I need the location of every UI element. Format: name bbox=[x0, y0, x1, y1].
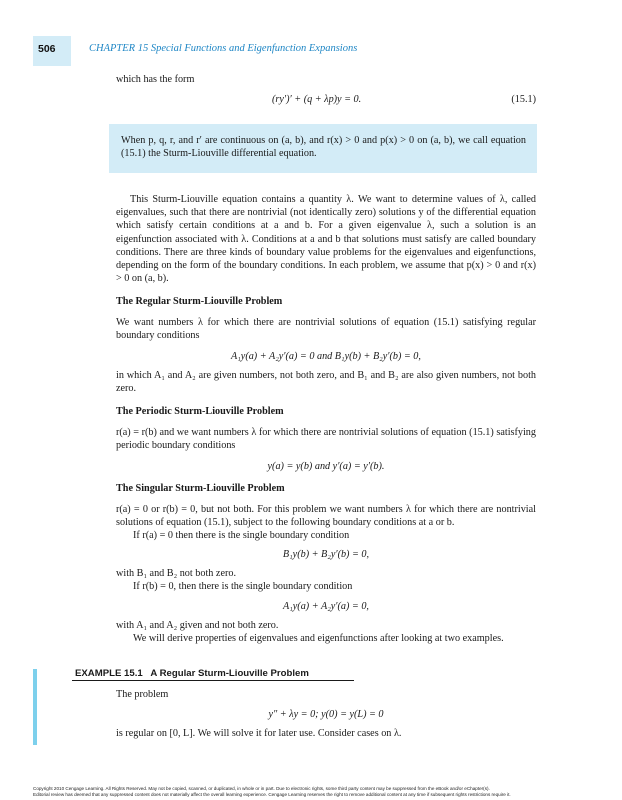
example-after: is regular on [0, L]. We will solve it for later use. Consider cases on λ. bbox=[116, 728, 402, 739]
periodic-heading: The Periodic Sturm-Liouville Problem bbox=[116, 406, 284, 417]
equation-15-1: (ry′)′ + (q + λp)y = 0. bbox=[272, 94, 362, 105]
example-title bbox=[75, 668, 309, 679]
singular-intro: r(a) = 0 or r(b) = 0, but not both. For this problem we want numbers λ for which there are nontrivial solutions of equation (15.1), subject to the following boundary conditions at a or b. bbox=[116, 504, 536, 529]
singular-after-1: with B₁ and B₂ not both zero. bbox=[116, 568, 237, 579]
equation-15-1-number: (15.1) bbox=[511, 94, 536, 105]
singular-case1: If r(a) = 0 then there is the single boundary condition bbox=[133, 530, 350, 541]
periodic-intro: r(a) = r(b) and we want numbers λ for which there are nontrivial solutions of equation (15.1) satisfying periodic boundary conditions bbox=[116, 427, 536, 452]
example-label: EXAMPLE 15.1 bbox=[75, 668, 143, 679]
regular-after: in which A₁ and A₂ are given numbers, not both zero, and B₁ and B₂ are also given numbers, not both zero. bbox=[116, 370, 536, 395]
example-name: A Regular Sturm-Liouville Problem bbox=[150, 668, 309, 679]
chapter-title: CHAPTER 15 Special Functions and Eigenfunction Expansions bbox=[89, 43, 358, 54]
regular-equation: A₁y(a) + A₂y′(a) = 0 and B₁y(b) + B₂y′(b) = 0, bbox=[231, 351, 421, 362]
example-rule bbox=[72, 680, 354, 681]
eigenvalue-paragraph: This Sturm-Liouville equation contains a quantity λ. We want to determine values of λ, called eigenvalues, such that there are nontrivial (not identically zero) solutions y of the differential equation which satisfy certain conditions at a and b. For a given eigenvalue λ, such a solution is an eigenfunction associated with λ. Conditions at a and b that solutions must satisfy are called boundary conditions. There are three kinds of boundary value problems for the eigenvalues and eigenfunctions, depending on the form of the boundary conditions. In each problem, we assume that p(x) > 0 and r(x) > 0 on (a, b). bbox=[116, 194, 536, 285]
copyright-line-2: Editorial review has deemed that any suppressed content does not materially affect the overall learning experience. Cengage Learning reserves the right to remove additional content at any time if subsequent rights restrictions require it. bbox=[33, 792, 511, 797]
regular-intro: We want numbers λ for which there are nontrivial solutions of equation (15.1) satisfying regular boundary conditions bbox=[116, 317, 536, 342]
definition-text: When p, q, r, and r′ are continuous on (a, b), and r(x) > 0 and p(x) > 0 on (a, b), we call equation (15.1) the Sturm-Liouville differential equation. bbox=[121, 135, 526, 160]
singular-equation-2: A₁y(a) + A₂y′(a) = 0, bbox=[283, 601, 369, 612]
intro-line: which has the form bbox=[116, 74, 195, 85]
singular-after-2: with A₁ and A₂ given and not both zero. bbox=[116, 620, 279, 631]
singular-heading: The Singular Sturm-Liouville Problem bbox=[116, 483, 285, 494]
page-number: 506 bbox=[38, 43, 56, 55]
example-equation: y″ + λy = 0; y(0) = y(L) = 0 bbox=[268, 709, 384, 720]
singular-case2: If r(b) = 0, then there is the single boundary condition bbox=[133, 581, 353, 592]
regular-heading: The Regular Sturm-Liouville Problem bbox=[116, 296, 283, 307]
copyright-line-1: Copyright 2010 Cengage Learning. All Rights Reserved. May not be copied, scanned, or duplicated, in whole or in part. Due to electronic rights, some third party content may be suppressed from the eBook and/or eChapter(s). bbox=[33, 786, 490, 791]
periodic-equation: y(a) = y(b) and y′(a) = y′(b). bbox=[267, 461, 385, 472]
singular-closing: We will derive properties of eigenvalues and eigenfunctions after looking at two examples. bbox=[133, 633, 504, 644]
example-side-bar bbox=[33, 669, 37, 745]
singular-equation-1: B₁y(b) + B₂y′(b) = 0, bbox=[282, 549, 370, 560]
example-intro: The problem bbox=[116, 689, 169, 700]
